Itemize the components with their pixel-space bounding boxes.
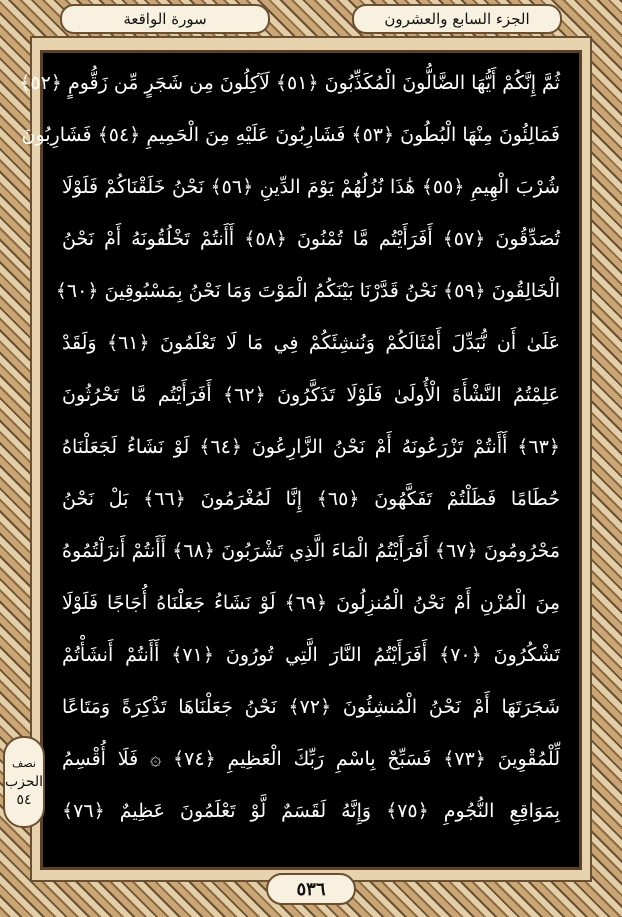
juz-header: الجزء السابع والعشرون xyxy=(352,4,562,34)
hizb-fraction: نصف xyxy=(12,757,36,770)
hizb-marker xyxy=(3,736,45,828)
text-line-10: مَحْرُومُونَ ﴿٦٧﴾ أَفَرَأَيْتُمُ الْمَاءَ الَّذِي تَشْرَبُونَ ﴿٦٨﴾ أَأَنتُمْ أَنزَلْتُمُوهُ xyxy=(62,540,560,562)
text-line-13: شَجَرَتَهَا أَمْ نَحْنُ الْمُنشِئُونَ ﴿٧٢﴾ نَحْنُ جَعَلْنَاهَا تَذْكِرَةً وَمَتَاعًا xyxy=(62,696,560,718)
text-line-3: شُرْبَ الْهِيمِ ﴿٥٥﴾ هَٰذَا نُزُلُهُمْ يَوْمَ الدِّينِ ﴿٥٦﴾ نَحْنُ خَلَقْنَاكُمْ فَلَوْلَا xyxy=(62,176,561,198)
text-line-14: لِّلْمُقْوِينَ ﴿٧٣﴾ فَسَبِّحْ بِاسْمِ رَبِّكَ الْعَظِيمِ ﴿٧٤﴾ ۞ فَلَا أُقْسِمُ xyxy=(62,748,561,770)
text-line-8: ﴿٦٣﴾ أَأَنتُمْ تَزْرَعُونَهُ أَمْ نَحْنُ الزَّارِعُونَ ﴿٦٤﴾ لَوْ نَشَاءُ لَجَعَلْنَاهُ xyxy=(62,436,560,458)
text-line-2: فَمَالِئُونَ مِنْهَا الْبُطُونَ ﴿٥٣﴾ فَشَارِبُونَ عَلَيْهِ مِنَ الْحَمِيمِ ﴿٥٤﴾ فَشَارِبُونَ xyxy=(21,124,560,146)
text-line-15: بِمَوَاقِعِ النُّجُومِ ﴿٧٥﴾ وَإِنَّهُ لَقَسَمٌ لَّوْ تَعْلَمُونَ عَظِيمٌ ﴿٧٦﴾ xyxy=(62,800,560,822)
text-line-12: تَشْكُرُونَ ﴿٧٠﴾ أَفَرَأَيْتُمُ النَّارَ الَّتِي تُورُونَ ﴿٧١﴾ أَأَنتُمْ أَنشَأْتُمْ xyxy=(62,644,560,666)
page-number: ٥٣٦ xyxy=(266,873,356,905)
text-line-7: عَلِمْتُمُ النَّشْأَةَ الْأُولَىٰ فَلَوْلَا تَذَكَّرُونَ ﴿٦٢﴾ أَفَرَأَيْتُم مَّا تَحْرُثُونَ xyxy=(62,384,560,406)
text-line-9: حُطَامًا فَظَلْتُمْ تَفَكَّهُونَ ﴿٦٥﴾ إِنَّا لَمُغْرَمُونَ ﴿٦٦﴾ بَلْ نَحْنُ xyxy=(62,488,561,510)
surah-header: سورة الواقعة xyxy=(60,4,270,34)
text-line-6: عَلَىٰ أَن نُّبَدِّلَ أَمْثَالَكُمْ وَنُنشِئَكُمْ فِي مَا لَا تَعْلَمُونَ ﴿٦١﴾ وَلَقَدْ xyxy=(62,332,560,354)
text-line-5: الْخَالِقُونَ ﴿٥٩﴾ نَحْنُ قَدَّرْنَا بَيْنَكُمُ الْمَوْتَ وَمَا نَحْنُ بِمَسْبُوقِينَ ﴿٦٠﴾ xyxy=(55,280,560,302)
hizb-label: الحزب xyxy=(4,774,44,790)
text-line-1: ثُمَّ إِنَّكُمْ أَيُّهَا الضَّالُّونَ الْمُكَذِّبُونَ ﴿٥١﴾ لَآكِلُونَ مِن شَجَرٍ مِّن زَقُّومٍ ﴿٥٢﴾ xyxy=(19,72,560,94)
text-line-11: مِنَ الْمُزْنِ أَمْ نَحْنُ الْمُنزِلُونَ ﴿٦٩﴾ لَوْ نَشَاءُ جَعَلْنَاهُ أُجَاجًا فَلَوْلَا xyxy=(62,592,560,614)
hizb-number: ٥٤ xyxy=(16,792,32,808)
text-line-4: تُصَدِّقُونَ ﴿٥٧﴾ أَفَرَأَيْتُم مَّا تُمْنُونَ ﴿٥٨﴾ أَأَنتُمْ تَخْلُقُونَهُ أَمْ نَحْنُ xyxy=(62,228,560,250)
